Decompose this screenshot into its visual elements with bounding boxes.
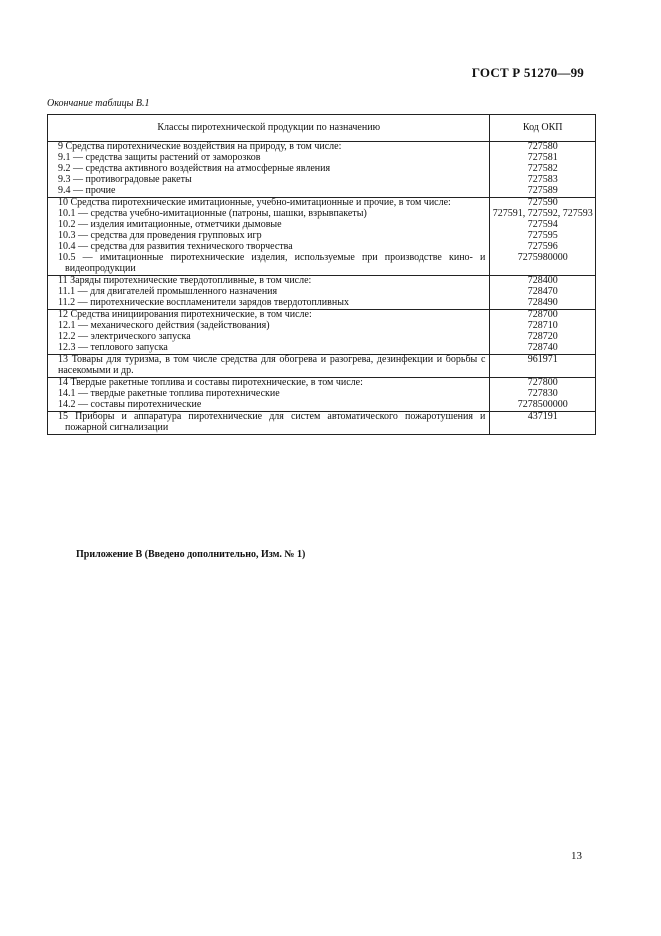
table-section	[48, 276, 596, 310]
class-item-text: 10.3 — средства для проведения групповых игр	[58, 230, 262, 241]
class-item-text: 9.3 — противоградовые ракеты	[58, 174, 192, 185]
class-item-text: 14.1 — твердые ракетные топлива пиротехнические	[58, 388, 280, 399]
class-item-text: 9.1 — средства защиты растений от заморозков	[58, 152, 261, 163]
code-cell	[490, 142, 596, 198]
class-item-text: 12.3 — теплового запуска	[58, 342, 168, 353]
okp-code: 727583	[527, 174, 558, 185]
okp-code: 727589	[527, 185, 558, 196]
class-item-text: 14 Твердые ракетные топлива и составы пиротехнические, в том числе:	[58, 377, 363, 388]
class-item-text: 10.4 — средства для развития технического творчества	[58, 241, 293, 252]
okp-code: 961971	[527, 354, 558, 365]
okp-code: 7275980000	[517, 252, 568, 263]
appendix-note: Приложение В (Введено дополнительно, Изм. № 1)	[76, 549, 306, 560]
class-item-text: 10.5 — имитационные пиротехнические изделия, используемые при производстве кино- и видеопродукции	[58, 252, 486, 274]
okp-code: 727800	[527, 377, 558, 388]
class-cell	[48, 310, 490, 355]
class-cell	[48, 412, 490, 435]
okp-code: 727830	[527, 388, 558, 399]
class-item-text: 12 Средства инициирования пиротехнические, в том числе:	[58, 309, 312, 320]
code-cell	[490, 276, 596, 310]
class-item-text: 9.4 — прочие	[58, 185, 116, 196]
code-cell	[490, 310, 596, 355]
classification-table	[47, 114, 596, 435]
class-cell	[48, 355, 490, 378]
class-item-text: 11.1 — для двигателей промышленного назначения	[58, 286, 278, 297]
code-cell	[490, 378, 596, 412]
table-section	[48, 412, 596, 435]
class-cell	[48, 276, 490, 310]
okp-code: 728700	[527, 309, 558, 320]
class-item-text: 9 Средства пиротехнические воздействия на природу, в том числе:	[58, 141, 342, 152]
code-cell	[490, 198, 596, 276]
table-section	[48, 355, 596, 378]
okp-code: 728740	[527, 342, 558, 353]
okp-code: 727596	[527, 241, 558, 252]
class-item-text: 10.1 — средства учебно-имитационные (патроны, шашки, взрывпакеты)	[58, 208, 367, 219]
okp-code: 727595	[527, 230, 558, 241]
table-body	[48, 142, 596, 435]
class-item-text: 10.2 — изделия имитационные, отметчики дымовые	[58, 219, 282, 230]
table-caption: Окончание таблицы В.1	[47, 98, 150, 109]
class-item-text: 9.2 — средства активного воздействия на атмосферные явления	[58, 163, 331, 174]
okp-code: 728710	[527, 320, 558, 331]
okp-code: 437191	[527, 411, 558, 422]
okp-code: 727591, 727592, 727593	[492, 208, 593, 219]
okp-code: 727581	[527, 152, 558, 163]
class-item-text: 11.2 — пиротехнические воспламенители зарядов твердотопливных	[58, 297, 349, 308]
class-cell	[48, 142, 490, 198]
column-header-class: Классы пиротехнической продукции по назначению	[48, 115, 490, 142]
code-cell	[490, 412, 596, 435]
okp-code: 728400	[527, 275, 558, 286]
class-cell	[48, 378, 490, 412]
class-item-text: 12.1 — механического действия (задействования)	[58, 320, 270, 331]
class-item-text: 12.2 — электрического запуска	[58, 331, 191, 342]
class-item-text: 10 Средства пиротехнические имитационные, учебно-имитационные и прочие, в том числе:	[58, 197, 451, 208]
code-cell	[490, 355, 596, 378]
okp-code: 728470	[527, 286, 558, 297]
okp-code: 728490	[527, 297, 558, 308]
class-cell	[48, 198, 490, 276]
okp-code: 727590	[527, 197, 558, 208]
okp-code: 727594	[527, 219, 558, 230]
okp-code: 727582	[527, 163, 558, 174]
table-header-row	[48, 115, 596, 142]
table-section	[48, 198, 596, 276]
class-item-text: 14.2 — составы пиротехнические	[58, 399, 202, 410]
class-item-text: 13 Товары для туризма, в том числе средства для обогрева и разогрева, дезинфекции и борьбы с насекомыми и др.	[58, 354, 486, 376]
okp-code: 727580	[527, 141, 558, 152]
column-header-code: Код ОКП	[490, 115, 596, 142]
table-section	[48, 378, 596, 412]
okp-code: 728720	[527, 331, 558, 342]
class-item-text: 15 Приборы и аппаратура пиротехнические для систем автоматического пожаротушения и пожарной сигнализации	[58, 411, 486, 433]
okp-code: 7278500000	[517, 399, 568, 410]
table-section	[48, 310, 596, 355]
table-section	[48, 142, 596, 198]
class-item-text: 11 Заряды пиротехнические твердотопливные, в том числе:	[58, 275, 312, 286]
standard-number: ГОСТ Р 51270—99	[471, 65, 584, 80]
page-number: 13	[571, 850, 582, 862]
